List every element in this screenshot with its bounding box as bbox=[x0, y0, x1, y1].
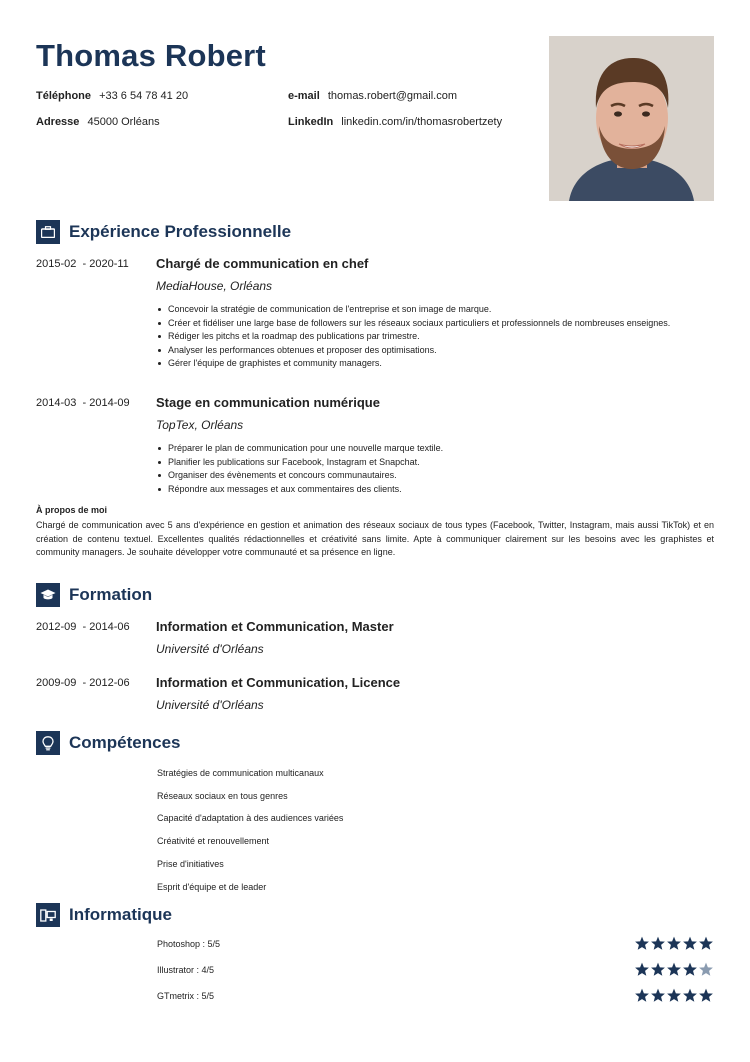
candidate-name: Thomas Robert bbox=[36, 38, 266, 73]
lightbulb-icon bbox=[36, 731, 60, 755]
star-filled-icon bbox=[682, 962, 698, 977]
list-item: Organiser des évènements et concours communautaires. bbox=[156, 469, 716, 483]
list-item: Créer et fidéliser une large base de followers sur les réseaux sociaux particuliers et professionnels de nombreuses enseignes. bbox=[156, 317, 716, 331]
education-title: Formation bbox=[69, 585, 153, 604]
list-item: Préparer le plan de communication pour une nouvelle marque textile. bbox=[156, 442, 716, 456]
skill-item: Stratégies de communication multicanaux bbox=[157, 768, 324, 778]
star-filled-icon bbox=[666, 988, 682, 1003]
job-employer: MediaHouse, Orléans bbox=[156, 279, 273, 293]
skill-item: Esprit d'équipe et de leader bbox=[157, 882, 267, 892]
degree-title: Information et Communication, Licence bbox=[156, 675, 401, 690]
star-filled-icon bbox=[634, 962, 650, 977]
linkedin-label: LinkedIn bbox=[288, 116, 334, 128]
star-filled-icon bbox=[682, 936, 698, 951]
job-title: Chargé de communication en chef bbox=[156, 256, 369, 271]
star-filled-icon bbox=[650, 962, 666, 977]
star-filled-icon bbox=[698, 988, 714, 1003]
skills-section-header bbox=[36, 731, 180, 755]
phone-label: Téléphone bbox=[36, 90, 92, 102]
address-label: Adresse bbox=[36, 116, 80, 128]
about-text: Chargé de communication avec 5 ans d'expérience en gestion et animation des réseaux sociaux de tous types (Facebook, Twitter, Instagram, mais aussi TikTok) et en création de contenu textuel. Excellentes qualités rédactionnelles et créativité sans limite. Apte à communiquer clairement sur les besoins avec les graphistes et community managers. Je souhaite développer votre communauté et sa présence en ligne. bbox=[36, 520, 714, 557]
email-label: e-mail bbox=[288, 90, 320, 102]
star-empty-icon bbox=[698, 962, 714, 977]
linkedin-contact bbox=[288, 116, 502, 128]
it-title: Informatique bbox=[69, 905, 172, 924]
briefcase-icon bbox=[36, 220, 60, 244]
phone-value: +33 6 54 78 41 20 bbox=[99, 90, 189, 102]
phone-contact bbox=[36, 90, 188, 102]
education-dates: 2012-09 - 2014-06 bbox=[36, 621, 130, 633]
education-dates: 2009-09 - 2012-06 bbox=[36, 677, 130, 689]
email-value[interactable]: thomas.robert@gmail.com bbox=[327, 90, 458, 102]
school-name: Université d'Orléans bbox=[156, 698, 264, 712]
job-duties-list bbox=[156, 442, 716, 496]
rating-stars bbox=[634, 936, 714, 951]
graduation-cap-icon bbox=[36, 583, 60, 607]
list-item: Gérer l'équipe de graphistes et community managers. bbox=[156, 357, 716, 371]
portrait-illustration bbox=[549, 36, 714, 201]
list-item: Concevoir la stratégie de communication de l'entreprise et son image de marque. bbox=[156, 303, 716, 317]
star-filled-icon bbox=[634, 936, 650, 951]
star-filled-icon bbox=[666, 962, 682, 977]
address-value: 45000 Orléans bbox=[87, 116, 160, 128]
skill-item: Capacité d'adaptation à des audiences variées bbox=[157, 813, 344, 823]
computer-icon bbox=[36, 903, 60, 927]
list-item: Répondre aux messages et aux commentaires des clients. bbox=[156, 483, 716, 497]
email-contact bbox=[288, 90, 457, 102]
about-heading: À propos de moi bbox=[36, 505, 108, 515]
rating-stars bbox=[634, 988, 714, 1003]
profile-photo bbox=[549, 36, 714, 201]
job-employer: TopTex, Orléans bbox=[156, 418, 244, 432]
software-label: GTmetrix : 5/5 bbox=[157, 991, 215, 1001]
star-filled-icon bbox=[634, 988, 650, 1003]
software-label: Photoshop : 5/5 bbox=[157, 939, 221, 949]
software-label: Illustrator : 4/5 bbox=[157, 965, 215, 975]
experience-title: Expérience Professionnelle bbox=[69, 222, 292, 241]
star-filled-icon bbox=[698, 936, 714, 951]
list-item: Rédiger les pitchs et la roadmap des publications par trimestre. bbox=[156, 330, 716, 344]
linkedin-value[interactable]: linkedin.com/in/thomasrobertzety bbox=[341, 116, 503, 128]
experience-section-header bbox=[36, 220, 291, 244]
it-section-header bbox=[36, 903, 172, 927]
job-dates: 2014-03 - 2014-09 bbox=[36, 397, 130, 409]
school-name: Université d'Orléans bbox=[156, 642, 264, 656]
degree-title: Information et Communication, Master bbox=[156, 619, 394, 634]
job-dates: 2015-02 - 2020-11 bbox=[36, 258, 129, 270]
job-title: Stage en communication numérique bbox=[156, 395, 380, 410]
rating-stars bbox=[634, 962, 714, 977]
skill-item: Prise d'initiatives bbox=[157, 859, 224, 869]
skills-title: Compétences bbox=[69, 733, 181, 752]
list-item: Analyser les performances obtenues et proposer des optimisations. bbox=[156, 344, 716, 358]
address-contact bbox=[36, 116, 160, 128]
job-duties-list bbox=[156, 303, 716, 371]
star-filled-icon bbox=[650, 936, 666, 951]
skill-item: Réseaux sociaux en tous genres bbox=[157, 791, 288, 801]
skill-item: Créativité et renouvellement bbox=[157, 836, 270, 846]
education-section-header bbox=[36, 583, 152, 607]
star-filled-icon bbox=[666, 936, 682, 951]
star-filled-icon bbox=[650, 988, 666, 1003]
list-item: Planifier les publications sur Facebook, Instagram et Snapchat. bbox=[156, 456, 716, 470]
star-filled-icon bbox=[682, 988, 698, 1003]
